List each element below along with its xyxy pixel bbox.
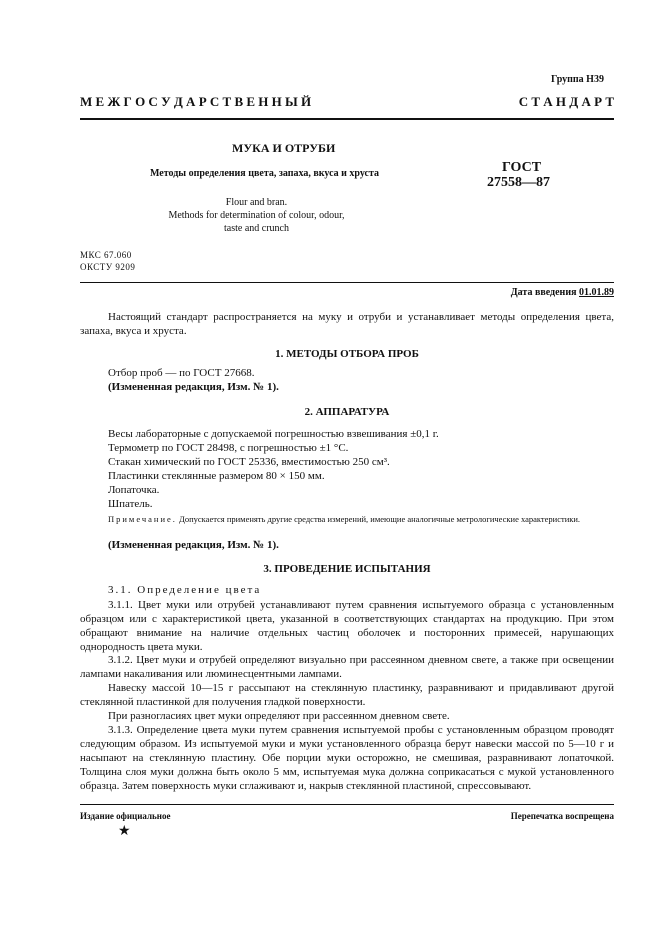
apparatus-item: Термометр по ГОСТ 28498, с погрешностью ±1 °С.: [108, 442, 349, 454]
star-icon: ★: [118, 824, 131, 839]
divider: [80, 282, 614, 283]
date-value: 01.01.89: [579, 287, 614, 298]
section-heading: 2. АППАРАТУРА: [304, 406, 390, 418]
footer-rule: [80, 804, 614, 805]
date-label: Дата введения: [510, 287, 577, 298]
paragraph-3-1-1: 3.1.1. Цвет муки или отрубей устанавливают путем сравнения испытуемого образца с установленным образцом или с характеристикой цвета, указанной в соответствующих стандартах на продукцию. При этом обращают внимание на наличие отдельных частиц оболочек и посторонних примесей, нарушающих однородность цвета муки.: [80, 599, 614, 653]
section-heading: 3. ПРОВЕДЕНИЕ ИСПЫТАНИЯ: [263, 563, 431, 575]
banner-left: М Е Ж Г О С У Д А Р С Т В Е Н Н Ы Й: [80, 94, 312, 109]
paragraph-3-1-2b: Навеску массой 10—15 г рассыпают на стеклянную пластинку, разравнивают и придавливают другой стеклянной пластинкой для получения гладкой поверхности.: [80, 682, 614, 708]
group-code: Группа Н39: [551, 74, 604, 85]
text-line: Отбор проб — по ГОСТ 27668.: [108, 367, 255, 379]
header-rule: [80, 118, 614, 120]
edited-note: (Измененная редакция, Изм. № 1).: [108, 381, 279, 393]
section-heading: 1. МЕТОДЫ ОТБОРА ПРОБ: [275, 348, 419, 360]
sub-heading: 3.1. Определение цвета: [108, 584, 262, 596]
mks-code: МКС 67.060: [80, 250, 132, 260]
banner-right: С Т А Н Д А Р Т: [518, 94, 614, 109]
intro-paragraph: Настоящий стандарт распространяется на муку и отруби и устанавливает методы определения цвета, запаха, вкуса и хруста.: [80, 311, 614, 337]
apparatus-item: Шпатель.: [108, 498, 153, 510]
paragraph-3-1-2c: При разногласиях цвет муки определяют при рассеянном дневном свете.: [108, 710, 450, 722]
paragraph-3-1-2: 3.1.2. Цвет муки и отрубей определяют визуально при рассеянном дневном свете, а также при освещении лампами накаливания или люминесцентными лампами.: [80, 654, 614, 680]
footer-edition: Издание официальное: [80, 811, 171, 821]
document-subtitle: Методы определения цвета, запаха, вкуса и хруста: [150, 168, 379, 179]
english-title-line: Flour and bran.: [225, 197, 288, 208]
note-text: Допускается применять другие средства измерений, имеющие аналогичные метрологические характеристики.: [179, 514, 581, 524]
note-label: Примечание.: [108, 514, 177, 524]
apparatus-item: Пластинки стеклянные размером 80 × 150 мм.: [108, 470, 325, 482]
note: [80, 513, 614, 525]
edited-note: (Измененная редакция, Изм. № 1).: [108, 539, 279, 551]
english-title-line: taste and crunch: [224, 223, 289, 234]
apparatus-item: Лопаточка.: [108, 484, 160, 496]
footer-reprint: Перепечатка воспрещена: [510, 811, 614, 821]
document-title: МУКА И ОТРУБИ: [232, 141, 336, 155]
gost-number: 27558—87: [487, 175, 550, 190]
standard-banner: [80, 94, 614, 110]
gost-label: ГОСТ: [502, 160, 542, 175]
paragraph-3-1-3: 3.1.3. Определение цвета муки путем сравнения испытуемой пробы с установленным образцом проводят следующим образом. Из испытуемой муки и муки установленного образца берут навески массой по 5—10 г и насыпают на стеклянную пластину. Обе порции муки осторожно, не смешивая, разравнивают лопаточкой. Толщина слоя муки должна быть около 5 мм, испытуемая мука должна соприкасаться с мукой установленного образца. Затем поверхность муки сглаживают и, накрыв стеклянной пластиной, спрессовывают.: [80, 724, 614, 792]
english-title-line: Methods for determination of colour, odour,: [168, 210, 345, 221]
apparatus-item: Стакан химический по ГОСТ 25336, вместимостью 250 см³.: [108, 456, 390, 468]
apparatus-item: Весы лабораторные с допускаемой погрешностью взвешивания ±0,1 г.: [108, 428, 439, 440]
effective-date: [511, 287, 614, 298]
okstu-code: ОКСТУ 9209: [80, 262, 136, 272]
